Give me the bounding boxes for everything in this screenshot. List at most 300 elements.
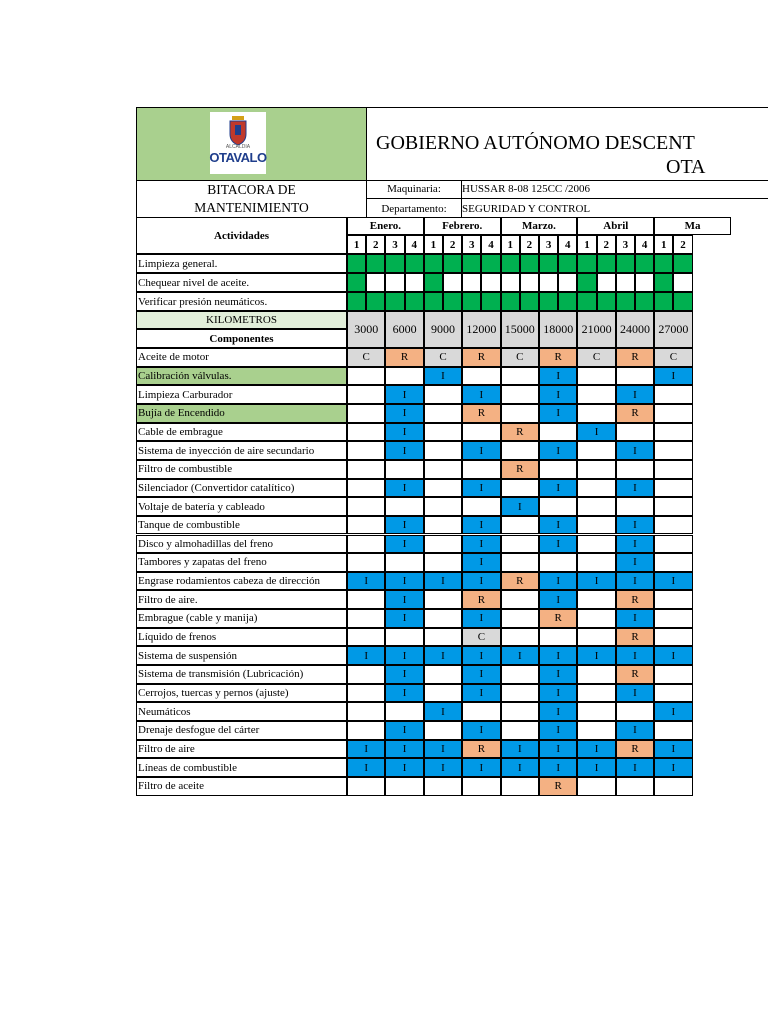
component-cell: I [462,665,500,684]
component-cell: I [616,441,654,460]
activity-cell [597,292,616,311]
component-cell [347,535,385,554]
component-cell [654,516,692,535]
component-cell: I [385,404,423,423]
component-cell [424,441,462,460]
actividades-header: Actividades [136,217,347,254]
activity-cell [424,254,443,273]
component-cell: I [385,740,423,759]
component-cell [654,590,692,609]
component-label: Tambores y zapatas del freno [136,553,347,572]
component-cell [501,516,539,535]
component-cell [616,367,654,386]
component-cell: R [462,348,500,367]
activity-cell [539,254,558,273]
km-value: 6000 [385,311,423,348]
component-cell: I [539,721,577,740]
component-cell: R [616,348,654,367]
component-cell: I [577,646,615,665]
component-label: Aceite de motor [136,348,347,367]
component-cell: R [616,628,654,647]
component-cell [501,702,539,721]
activity-cell [405,292,424,311]
activity-label: Verificar presión neumáticos. [136,292,347,311]
component-cell [424,590,462,609]
component-cell: I [385,646,423,665]
component-cell: I [347,740,385,759]
component-label: Filtro de combustible [136,460,347,479]
component-cell [347,553,385,572]
component-cell: I [385,684,423,703]
component-label: Líneas de combustible [136,758,347,777]
component-cell [577,535,615,554]
component-cell [501,721,539,740]
component-cell [501,479,539,498]
component-cell: R [616,740,654,759]
activity-cell [597,254,616,273]
component-cell: I [424,702,462,721]
week-header: 3 [385,235,404,254]
component-cell: R [539,609,577,628]
component-label: Embrague (cable y manija) [136,609,347,628]
component-cell [577,460,615,479]
component-cell [577,404,615,423]
component-cell: I [424,740,462,759]
activity-cell [347,292,366,311]
activity-cell [520,292,539,311]
component-cell [539,423,577,442]
component-cell [385,628,423,647]
activity-cell [347,273,366,292]
week-header: 2 [520,235,539,254]
week-header: 4 [558,235,577,254]
component-cell [347,423,385,442]
activity-label: Limpieza general. [136,254,347,273]
bitacora-line2: MANTENIMIENTO [194,200,309,215]
component-label: Drenaje desfogue del cárter [136,721,347,740]
component-cell [501,684,539,703]
component-cell [577,516,615,535]
activity-cell [635,292,654,311]
component-cell: I [616,385,654,404]
component-cell [424,721,462,740]
component-cell [462,497,500,516]
week-header: 1 [577,235,596,254]
component-cell [501,404,539,423]
component-cell: R [539,777,577,796]
km-value: 12000 [462,311,500,348]
week-header: 3 [616,235,635,254]
component-cell [385,497,423,516]
component-cell: I [424,572,462,591]
component-cell [539,460,577,479]
component-cell [347,665,385,684]
component-cell: C [347,348,385,367]
component-cell [424,684,462,703]
component-cell: I [385,385,423,404]
month-header: Febrero. [424,217,501,235]
logo-brand-text: OTAVALO [209,149,267,165]
component-label: Cable de embrague [136,423,347,442]
component-label: Cerrojos, tuercas y pernos (ajuste) [136,684,347,703]
component-cell: I [539,516,577,535]
component-cell: I [385,535,423,554]
maquinaria-label: Maquinaria: [366,180,462,199]
km-value: 21000 [577,311,615,348]
component-cell [385,460,423,479]
component-cell [424,535,462,554]
component-cell [347,609,385,628]
component-cell [654,665,692,684]
week-header: 4 [481,235,500,254]
component-cell [501,367,539,386]
component-cell [577,553,615,572]
component-cell: I [654,758,692,777]
component-cell: I [385,572,423,591]
activity-cell [597,273,616,292]
page-title-line1: GOBIERNO AUTÓNOMO DESCENT [376,132,695,154]
component-cell [462,702,500,721]
component-label: Líquido de frenos [136,628,347,647]
component-label: Sistema de suspensión [136,646,347,665]
component-cell: I [385,721,423,740]
component-cell [577,497,615,516]
logo-small-text: ALCALDÍA [225,144,251,150]
component-cell: I [385,665,423,684]
component-cell [462,423,500,442]
component-cell [347,367,385,386]
component-cell [654,553,692,572]
week-header: 2 [673,235,692,254]
component-cell [347,404,385,423]
component-cell: I [385,441,423,460]
component-cell [577,777,615,796]
component-cell: I [616,479,654,498]
activity-cell [654,254,673,273]
component-label: Tanque de combustible [136,516,347,535]
component-cell: I [616,572,654,591]
activity-cell [481,292,500,311]
component-cell: I [462,479,500,498]
component-cell [424,385,462,404]
km-value: 27000 [654,311,692,348]
week-header: 3 [462,235,481,254]
component-cell [385,702,423,721]
maquinaria-value: HUSSAR 8-08 125CC /2006 [461,180,768,199]
component-cell: I [539,684,577,703]
component-cell [577,590,615,609]
component-cell: I [539,441,577,460]
component-cell [462,777,500,796]
component-cell: I [539,385,577,404]
component-cell: C [424,348,462,367]
component-cell [347,479,385,498]
activity-cell [558,254,577,273]
activity-cell [443,254,462,273]
component-cell [577,702,615,721]
component-cell [577,684,615,703]
activity-cell [405,273,424,292]
component-cell [424,479,462,498]
activity-cell [481,273,500,292]
component-cell: I [616,516,654,535]
week-header: 3 [539,235,558,254]
kilometros-label: KILOMETROS [136,311,347,329]
component-cell: I [424,646,462,665]
component-cell: I [539,758,577,777]
component-cell: I [385,479,423,498]
component-cell [577,367,615,386]
component-cell [616,460,654,479]
activity-cell [385,292,404,311]
component-cell [347,702,385,721]
component-cell: I [616,609,654,628]
component-cell [539,553,577,572]
component-cell: I [462,758,500,777]
activity-cell [558,292,577,311]
component-cell [577,609,615,628]
activity-label: Chequear nivel de aceite. [136,273,347,292]
component-label: Filtro de aire. [136,590,347,609]
component-cell: I [539,572,577,591]
component-cell: R [539,348,577,367]
component-cell: I [462,441,500,460]
component-cell [347,777,385,796]
activity-cell [616,292,635,311]
km-value: 18000 [539,311,577,348]
component-cell: I [462,572,500,591]
component-cell [654,721,692,740]
activity-cell [366,273,385,292]
activity-cell [424,273,443,292]
week-header: 4 [635,235,654,254]
component-cell: I [539,479,577,498]
component-cell [654,777,692,796]
component-cell [501,441,539,460]
component-cell [654,423,692,442]
week-header: 2 [443,235,462,254]
activity-cell [635,254,654,273]
component-cell: I [654,646,692,665]
activity-cell [577,273,596,292]
component-cell: I [462,646,500,665]
component-cell [347,628,385,647]
activity-cell [443,273,462,292]
activity-cell [347,254,366,273]
component-cell [616,702,654,721]
component-cell: I [539,367,577,386]
activity-cell [539,273,558,292]
component-label: Sistema de inyección de aire secundario [136,441,347,460]
activity-cell [520,273,539,292]
component-cell [616,497,654,516]
km-value: 15000 [501,311,539,348]
component-cell: C [654,348,692,367]
week-header: 1 [424,235,443,254]
departamento-label: Departamento: [366,199,462,218]
component-cell [347,721,385,740]
km-value: 3000 [347,311,385,348]
month-header: Enero. [347,217,424,235]
component-cell [501,628,539,647]
component-cell: I [462,535,500,554]
component-cell [654,404,692,423]
component-cell: I [462,684,500,703]
component-cell [347,516,385,535]
component-cell [501,609,539,628]
activity-cell [577,292,596,311]
component-cell [424,665,462,684]
activity-cell [539,292,558,311]
component-cell [577,628,615,647]
component-cell: I [577,758,615,777]
component-cell: I [616,721,654,740]
component-cell: I [385,516,423,535]
week-header: 1 [654,235,673,254]
component-cell [501,590,539,609]
component-cell [654,479,692,498]
activity-cell [424,292,443,311]
component-cell [539,628,577,647]
component-cell [347,385,385,404]
component-cell: I [539,590,577,609]
component-cell [347,684,385,703]
component-cell [347,460,385,479]
component-cell [424,553,462,572]
component-cell: I [539,646,577,665]
component-cell [654,535,692,554]
component-label: Bujía de Encendido [136,404,347,423]
component-cell: I [539,535,577,554]
component-cell: R [616,665,654,684]
km-value: 24000 [616,311,654,348]
component-cell [424,609,462,628]
component-cell: I [616,553,654,572]
component-cell: I [577,572,615,591]
component-cell [577,665,615,684]
bitacora-line1: BITACORA DE [207,182,296,197]
component-cell: R [501,460,539,479]
component-cell: I [501,646,539,665]
component-cell: I [654,572,692,591]
activity-cell [673,292,692,311]
component-cell [462,367,500,386]
component-cell: I [539,740,577,759]
component-cell: I [385,590,423,609]
component-cell: I [347,758,385,777]
week-header: 1 [501,235,520,254]
component-cell: I [539,404,577,423]
activity-cell [616,273,635,292]
component-cell: I [616,684,654,703]
component-cell: R [616,590,654,609]
component-cell [501,535,539,554]
activity-cell [673,254,692,273]
component-cell [501,665,539,684]
component-cell: I [539,665,577,684]
component-cell: I [462,516,500,535]
activity-cell [520,254,539,273]
component-label: Sistema de transmisión (Lubricación) [136,665,347,684]
component-cell: I [501,758,539,777]
component-cell: I [462,609,500,628]
component-cell: I [539,702,577,721]
km-value: 9000 [424,311,462,348]
component-cell: C [501,348,539,367]
activity-cell [654,292,673,311]
page-title-line2: OTA [666,156,706,178]
week-header: 2 [366,235,385,254]
component-cell: I [347,646,385,665]
component-cell [385,367,423,386]
week-header: 4 [405,235,424,254]
component-cell: I [616,646,654,665]
activity-cell [501,273,520,292]
component-cell [654,385,692,404]
component-cell [577,385,615,404]
component-cell: I [347,572,385,591]
activity-cell [635,273,654,292]
week-header: 2 [597,235,616,254]
component-cell: R [501,572,539,591]
component-cell [577,721,615,740]
component-label: Neumáticos [136,702,347,721]
component-cell: R [616,404,654,423]
activity-cell [366,254,385,273]
month-header: Ma [654,217,731,235]
activity-cell [673,273,692,292]
month-header: Marzo. [501,217,578,235]
activity-cell [385,273,404,292]
component-cell [347,590,385,609]
component-cell [616,423,654,442]
activity-cell [366,292,385,311]
activity-cell [654,273,673,292]
component-label: Limpieza Carburador [136,385,347,404]
component-cell: I [577,423,615,442]
componentes-label: Componentes [136,329,347,348]
component-cell [347,441,385,460]
component-cell: R [462,404,500,423]
component-cell [424,423,462,442]
component-cell [654,460,692,479]
component-cell [424,404,462,423]
component-label: Disco y almohadillas del freno [136,535,347,554]
component-cell [501,385,539,404]
activity-cell [462,292,481,311]
component-cell [654,441,692,460]
component-cell [501,777,539,796]
component-cell: R [462,590,500,609]
component-label: Silenciador (Convertidor catalítico) [136,479,347,498]
activity-cell [501,254,520,273]
component-cell [462,460,500,479]
component-cell [654,628,692,647]
component-cell [424,460,462,479]
component-cell: I [424,758,462,777]
component-cell: R [462,740,500,759]
component-cell: I [385,758,423,777]
component-cell [385,777,423,796]
activity-cell [405,254,424,273]
component-cell: I [654,367,692,386]
component-cell [616,777,654,796]
component-label: Engrase rodamientos cabeza de dirección [136,572,347,591]
component-label: Voltaje de batería y cableado [136,497,347,516]
component-cell: I [462,553,500,572]
activity-cell [462,254,481,273]
component-cell: I [424,367,462,386]
